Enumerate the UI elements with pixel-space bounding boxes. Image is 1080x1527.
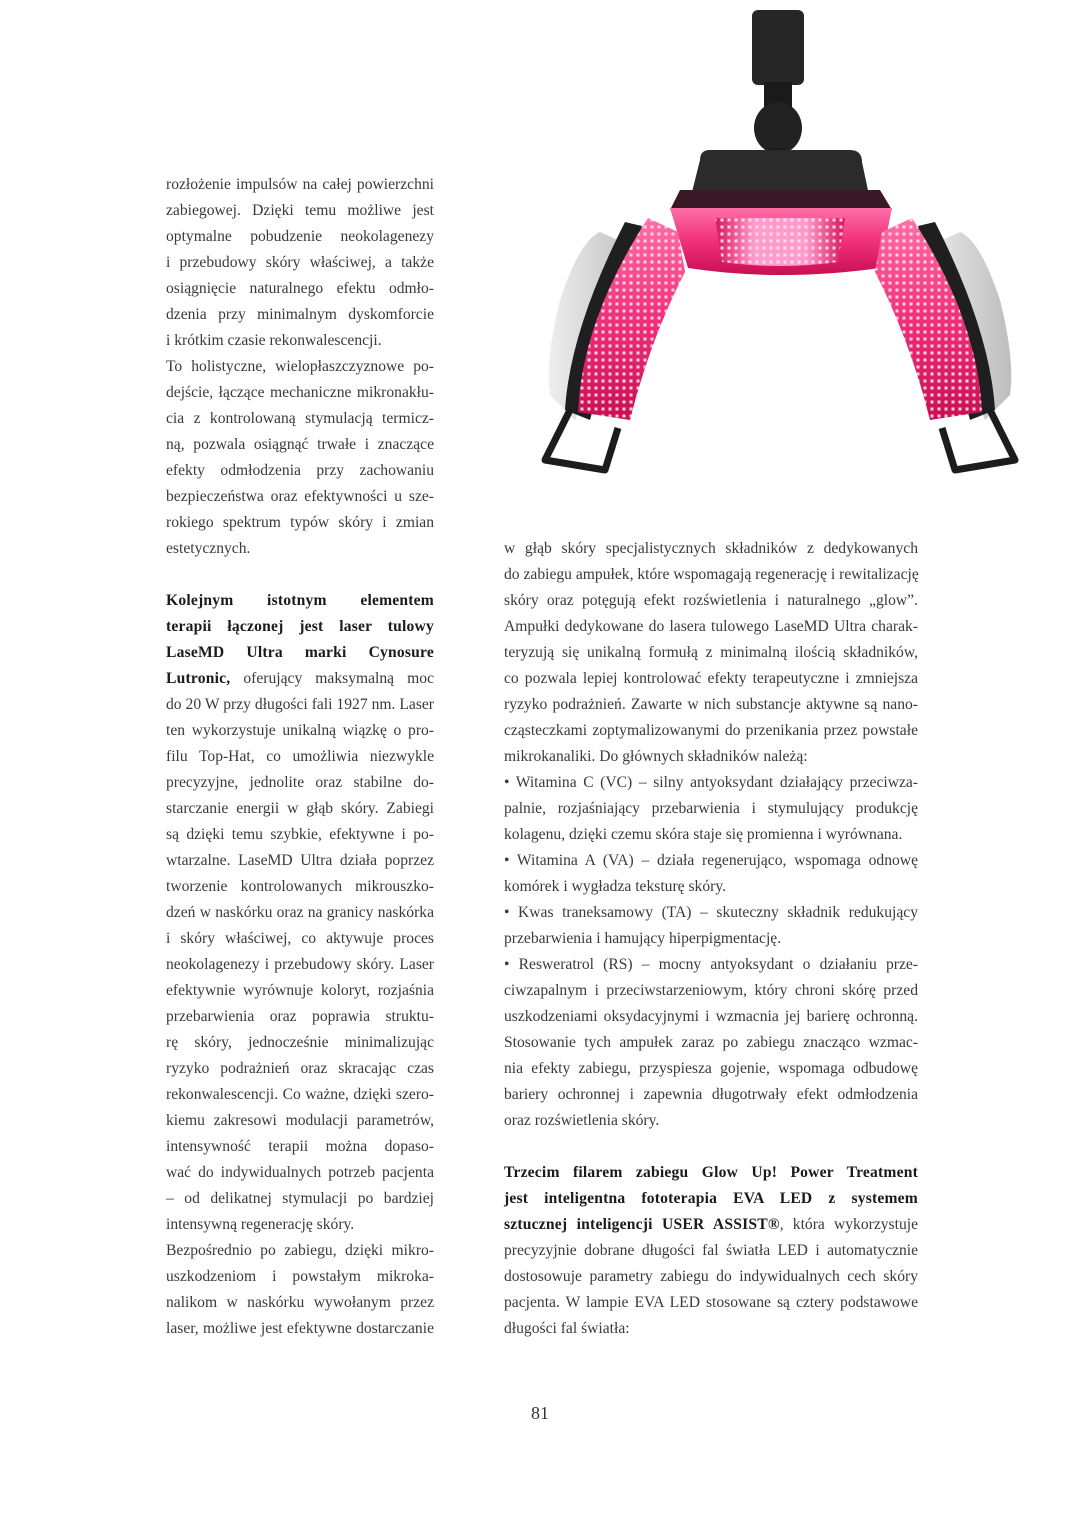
text-line [166, 666, 434, 692]
paragraph [166, 354, 434, 562]
lead-in-bold-line: jest inteligentna fototerapia EVA LED z systemem [504, 1190, 918, 1207]
page-number: 81 [531, 1403, 549, 1423]
text-line: cia z kontrolowaną stymulacją termicz- [166, 410, 434, 427]
text-line: starczanie energii w głąb skóry. Zabiegi [166, 800, 434, 817]
system-name: sztucznej inteligencji USER ASSIST® [504, 1216, 780, 1233]
text-line: • Resweratrol (RS) – mocny antyoksydant o działaniu prze- [504, 956, 918, 973]
text-line: rozłożenie impulsów na całej powierzchni [166, 176, 434, 193]
text-line: ciwzapalnym i przeciwstarzeniowym, który chroni skórę przed [504, 982, 918, 999]
text-line: uszkodzeniom i powstałym mikroka- [166, 1268, 434, 1285]
text-line: co pozwala lepiej kontrolować efekty terapeutyczne i zmniejsza [504, 670, 918, 687]
text-line: zabiegowej. Dzięki temu możliwe jest [166, 202, 434, 219]
text-line: i skóry właściwej, co aktywuje proces [166, 930, 434, 947]
text-line: Bezpośrednio po zabiegu, dzięki mikro- [166, 1242, 434, 1259]
text-line: cząsteczkami zoptymalizowanymi do przenikania przez powstałe [504, 722, 918, 739]
text-line: dzeń w naskórku oraz na granicy naskórka [166, 904, 434, 921]
lead-in-bold-line: terapii łączonej jest laser tulowy [166, 618, 434, 635]
text-line: neokolagenezy i przebudowy skóry. Laser [166, 956, 434, 973]
text-line: rokiego spektrum typów skóry i zmian [166, 514, 434, 531]
text-line: osiągnięcie naturalnego efektu odmło- [166, 280, 434, 297]
paragraph-gap [166, 562, 434, 588]
eva-led-lamp-image [530, 0, 1030, 500]
text-line: teryzują się unikalną formułą z minimalną ilością składników, [504, 644, 918, 661]
paragraph [504, 1030, 918, 1134]
text-line: ryzyko podrażnień. Zawarte w nich substancje aktywne są nano- [504, 696, 918, 713]
text-line: efekty odmłodzenia przy zachowaniu [166, 462, 434, 479]
lamp-arm [752, 10, 804, 162]
text-line: tworzenie kontrolowanych mikrouszko- [166, 878, 434, 895]
list-item-vitamin-a [504, 848, 918, 900]
list-item-resveratrol [504, 952, 918, 1030]
text-line: bezpieczeństwa oraz efektywności u sze- [166, 488, 434, 505]
text-line: skóry oraz potęgują efekt rozświetlenia i naturalnego „glow”. [504, 592, 918, 609]
text-line: efektywnie wyrównuje koloryt, rozjaśnia [166, 982, 434, 999]
text-line: • Kwas traneksamowy (TA) – skuteczny składnik redukujący [504, 904, 918, 921]
text-line: przebarwienia oraz poprawia struktu- [166, 1008, 434, 1025]
right-column [504, 536, 918, 1342]
text-line: i krótkim czasie rekonwalescencji. [166, 332, 382, 349]
brand-name: Lutronic, [166, 670, 231, 687]
text-line: nalikom w naskórku wywołanym przez [166, 1294, 434, 1311]
text-line: są dzięki temu szybkie, efektywne i po- [166, 826, 434, 843]
text-line: Ampułki dedykowane do lasera tulowego LaseMD Ultra charak- [504, 618, 918, 635]
text-line: rekonwalescencji. Co ważne, dzięki szero- [166, 1086, 434, 1103]
text-line: precyzyjne, jednolite oraz stabilne do- [166, 774, 434, 791]
text-line: ten wykorzystuje unikalną wiązkę o pro- [166, 722, 434, 739]
left-handle [545, 410, 618, 470]
text-line: nia efekty zabiegu, przyspiesza gojenie, wspomaga odbudowę [504, 1060, 918, 1077]
text-line: dostosowuje parametry zabiegu do indywidualnych cech skóry [504, 1268, 918, 1285]
text-line: laser, możliwe jest efektywne dostarczanie [166, 1320, 434, 1337]
text-line: Stosowanie tych ampułek zaraz po zabiegu znacząco wzmac- [504, 1034, 918, 1051]
text-line: – od delikatnej stymulacji po bardziej [166, 1190, 434, 1207]
text-line: kiemu zakresowi modulacji parametrów, [166, 1112, 434, 1129]
text-fragment: , która wykorzystuje [779, 1216, 919, 1233]
lead-in-bold-line: LaseMD Ultra marki Cynosure [166, 644, 434, 661]
ingredients-list [504, 770, 918, 1030]
text-line: wać do indywidualnych potrzeb pacjenta [166, 1164, 434, 1181]
text-line: intensywną regenerację skóry. [166, 1216, 355, 1233]
text-line: ną, pozwala osiągnąć trwałe i znaczące [166, 436, 434, 453]
text-line: dejście, łączące mechaniczne mikronakłu- [166, 384, 434, 401]
paragraph [504, 536, 918, 770]
text-line: bariery ochronnej i zapewnia długotrwały efekt odmłodzenia [504, 1086, 918, 1103]
text-line: dzenia przy minimalnym dyskomforcie [166, 306, 434, 323]
text-line: do zabiegu ampułek, które wspomagają regenerację i rewitalizację [504, 566, 919, 583]
list-item-tranexamic-acid [504, 900, 918, 952]
text-line: palnie, rozjaśniający przebarwienia i stymulujący produkcję [504, 800, 918, 817]
text-line: precyzyjnie dobrane długości fal światła LED i automatycznie [504, 1242, 918, 1259]
text-line: • Witamina C (VC) – silny antyoksydant działający przeciwza- [504, 774, 918, 791]
left-column [166, 172, 434, 1342]
paragraph [166, 172, 434, 354]
center-led-panel [670, 208, 892, 275]
text-line: ryzyko podrażnień oraz skracając czas [166, 1060, 434, 1077]
text-line: intensywność terapii można dopaso- [166, 1138, 434, 1155]
text-line: estetycznych. [166, 540, 251, 557]
lamp-head-housing [670, 150, 892, 210]
text-line: uszkodzeniami oksydacyjnymi i wzmacnia jej barierę ochronną. [504, 1008, 918, 1025]
text-line: długości fal światła: [504, 1320, 630, 1337]
lead-in-bold-line: Trzecim filarem zabiegu Glow Up! Power Treatment [504, 1164, 918, 1181]
text-line: mikrokanaliki. Do głównych składników należą: [504, 748, 808, 765]
eva-led-paragraph [504, 1160, 918, 1342]
text-line: do 20 W przy długości fali 1927 nm. Laser [166, 696, 434, 713]
text-line: i przebudowy skóry właściwej, a także [166, 254, 434, 271]
text-fragment: oferujący maksymalną moc [230, 670, 434, 687]
text-line: komórek i wygładza teksturę skóry. [504, 878, 727, 895]
text-line: To holistyczne, wielopłaszczyznowe po- [166, 358, 434, 375]
text-line: pacjenta. W lampie EVA LED stosowane są cztery podstawowe [504, 1294, 918, 1311]
laser-paragraph [166, 588, 434, 1238]
text-line: filu Top-Hat, co umożliwia niezwykle [166, 748, 434, 765]
list-item-vitamin-c [504, 770, 918, 848]
text-line: kolagenu, dzięki czemu skóra staje się promienna i wyrównana. [504, 826, 903, 843]
text-line [504, 1212, 918, 1238]
text-line: w głąb skóry specjalistycznych składników z dedykowanych [504, 540, 918, 557]
text-line: przebarwienia i hamujący hiperpigmentację. [504, 930, 782, 947]
text-line: optymalne pobudzenie neokolagenezy [166, 228, 434, 245]
text-line: oraz rozświetlenia skóry. [504, 1112, 660, 1129]
right-handle [942, 410, 1015, 470]
text-line: • Witamina A (VA) – działa regenerująco, wspomaga odnowę [504, 852, 918, 869]
text-line: wtarzalne. LaseMD Ultra działa poprzez [166, 852, 434, 869]
lead-in-bold-line: Kolejnym istotnym elementem [166, 592, 434, 609]
paragraph [166, 1238, 434, 1342]
text-line: rę skóry, jednocześnie minimalizując [166, 1034, 434, 1051]
paragraph-gap [504, 1134, 918, 1160]
